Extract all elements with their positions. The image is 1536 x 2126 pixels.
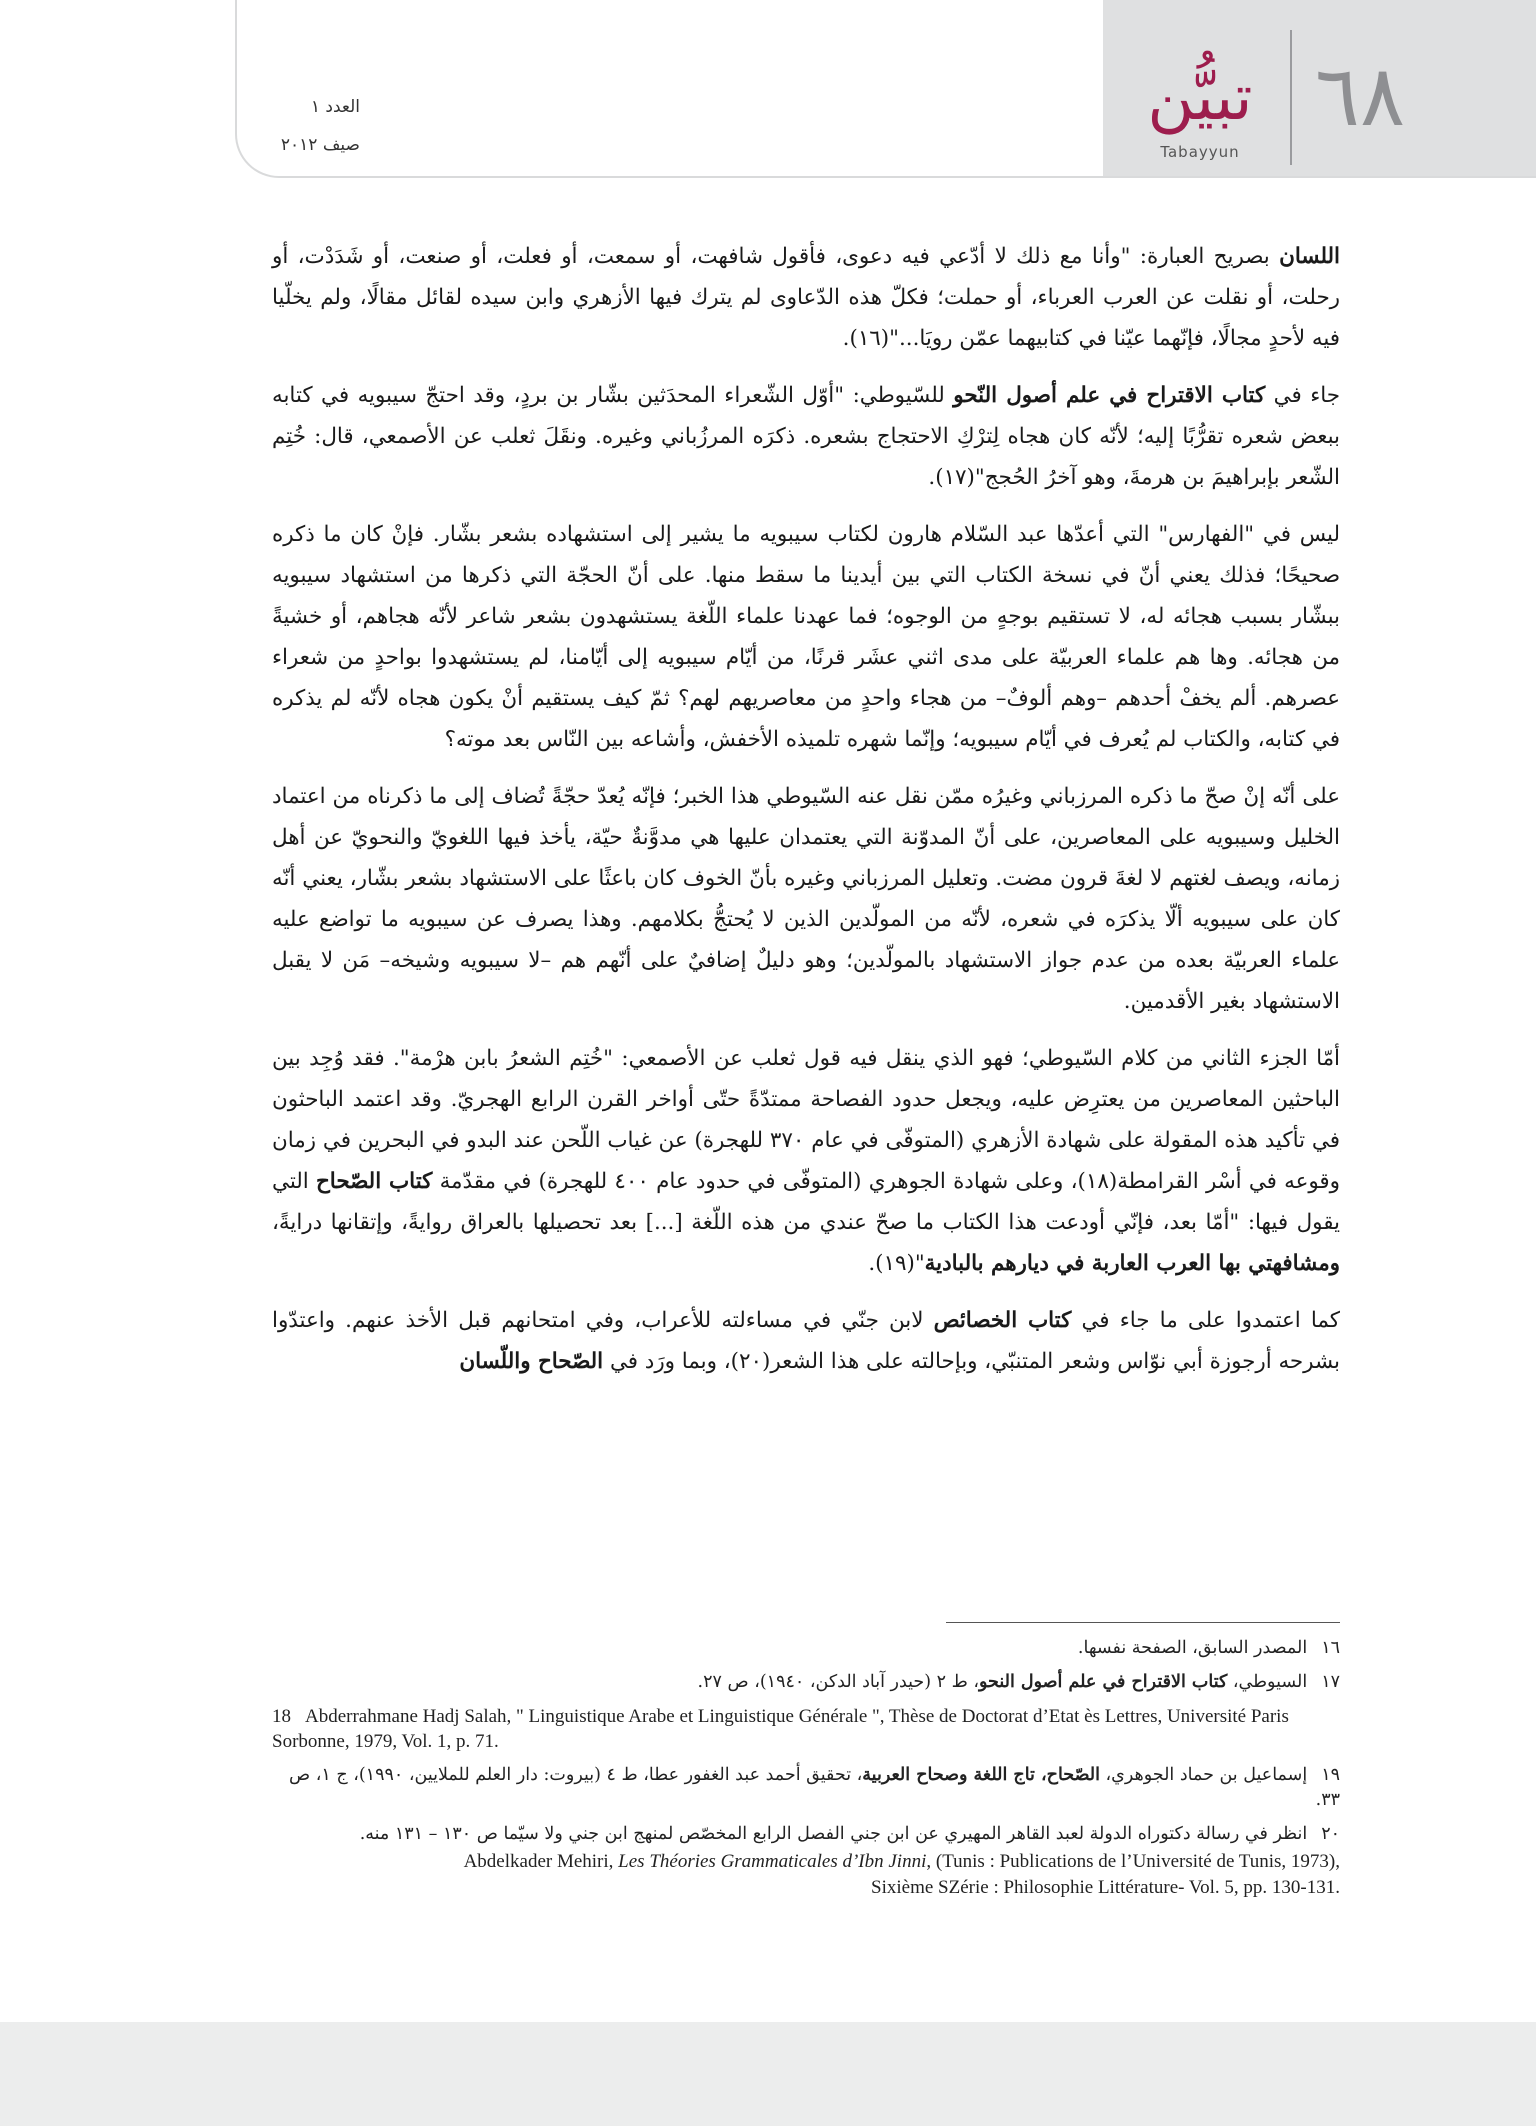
footnote-number: ١٧ bbox=[1321, 1672, 1340, 1692]
paragraph-text: "(١٩). bbox=[868, 1251, 925, 1276]
footnote-16 bbox=[272, 1636, 1340, 1661]
footnote-text: السيوطي، bbox=[1227, 1672, 1308, 1692]
footnote-19 bbox=[272, 1763, 1340, 1813]
book-title: كتاب الاقتراح في علم أصول النّحو bbox=[953, 383, 1266, 408]
article-body bbox=[272, 236, 1340, 1398]
issue-info bbox=[240, 88, 360, 164]
footnote-text: ، تحقيق أحمد عبد الغفور عطا، ط ٤ (بيروت: دار العلم للملايين، ١٩٩٠)، ج ١، ص ٣٣. bbox=[288, 1765, 1340, 1810]
paragraph-text: أمّا الجزء الثاني من كلام السّيوطي؛ فهو الذي ينقل فيه قول ثعلب عن الأصمعي: "خُتِم الشعرُ بابن هرْمة". فقد وُجِد بين الباحثين المعاصرين من يعترِض عليه، ويجعل حدود الفصاحة ممتدّةً حتّى أواخر القرن الرابع الهجريّ. وقد اعتمد الباحثون في تأكيد هذه المقولة على شهادة الأزهري (المتوفّى في عام ٣٧٠ للهجرة) عن غياب اللّحن عند البدو في البحرين في زمان وقوعه في أسْر القرامطة(١٨)، وعلى شهادة الجوهري (المتوفّى في حدود عام ٤٠٠ للهجرة) في مقدّمة bbox=[272, 1046, 1340, 1194]
paragraph-6 bbox=[272, 1300, 1340, 1382]
page-number: ٦٨ bbox=[1314, 47, 1406, 145]
footnote-text: المصدر السابق، الصفحة نفسها. bbox=[1077, 1638, 1308, 1658]
footnote-text: Abdelkader Mehiri, bbox=[463, 1851, 619, 1872]
paragraph-text: جاء في bbox=[1265, 383, 1341, 408]
footnote-text: إسماعيل بن حماد الجوهري، bbox=[1099, 1765, 1308, 1785]
footnote-20-latin-line-1 bbox=[272, 1849, 1340, 1875]
footnote-divider bbox=[946, 1622, 1340, 1623]
bold-term: اللسان bbox=[1279, 244, 1340, 269]
issue-season: صيف ٢٠١٢ bbox=[280, 135, 360, 155]
footnote-20-latin-line-2: Sixième SZérie : Philosophie Littérature- Vol. 5, pp. 130-131. bbox=[871, 1877, 1340, 1898]
footnote-number: 18 bbox=[272, 1706, 291, 1727]
footnote-book-title: كتاب الاقتراح في علم أصول النحو bbox=[979, 1672, 1228, 1692]
paragraph-4 bbox=[272, 776, 1340, 1022]
footnote-text: انظر في رسالة دكتوراه الدولة لعبد القاهر المهيري عن ابن جني الفصل الرابع المخصّص لمنهج ابن جني ولا سيّما ص ١٣٠ – ١٣١ منه. bbox=[359, 1824, 1308, 1844]
footnote-18 bbox=[272, 1704, 1340, 1754]
bottom-band bbox=[0, 2022, 1536, 2126]
book-title: كتاب الخصائص bbox=[933, 1308, 1072, 1333]
paragraph-text: كما اعتمدوا على ما جاء في bbox=[1071, 1308, 1340, 1333]
bold-quote: ومشافهتي بها العرب العاربة في ديارهم بالبادية bbox=[924, 1251, 1340, 1276]
footnotes bbox=[272, 1636, 1340, 1901]
tabayyun-logo bbox=[1120, 62, 1280, 162]
book-title: كتاب الصّحاح bbox=[316, 1169, 433, 1194]
logo-arabic-text: تبيُّن bbox=[1147, 61, 1253, 135]
footnote-number: ١٩ bbox=[1321, 1765, 1340, 1785]
paragraph-text: التي يقول فيها: "أمّا بعد، فإنّي أودعت هذا الكتاب ما صحّ عندي من هذه اللّغة [...] بعد تحصيلها بالعراق روايةً، وإتقانها درايةً، bbox=[272, 1169, 1340, 1235]
footnote-number: ٢٠ bbox=[1321, 1824, 1340, 1844]
paragraph-3 bbox=[272, 514, 1340, 760]
paragraph-2 bbox=[272, 375, 1340, 498]
footnote-number: ١٦ bbox=[1321, 1638, 1340, 1658]
footnote-17 bbox=[272, 1670, 1340, 1695]
footnote-text: , (Tunis : Publications de l’Université de Tunis, 1973), bbox=[926, 1851, 1340, 1872]
paragraph-1 bbox=[272, 236, 1340, 359]
footnote-text: ، ط ٢ (حيدر آباد الدكن، ١٩٤٠)، ص ٢٧. bbox=[697, 1672, 980, 1692]
book-title: الصّحاح واللّسان bbox=[459, 1349, 604, 1374]
footnote-book-title: Les Théories Grammaticales d’Ibn Jinni bbox=[618, 1851, 927, 1872]
paragraph-text: بصريح العبارة: "وأنا مع ذلك لا أدّعي فيه دعوى، فأقول شافهت، أو سمعت، أو فعلت، أو صنعت، أو شَدَدْت، أو رحلت، أو نقلت عن العرب العرباء، أو حملت؛ فكلّ هذه الدّعاوى لم يترك فيها الأزهري وابن سيده لقائل مقالًا، ولم يخلّيا فيه لأحدٍ مجالًا، فإنّهما عيّنا في كتابيهما عمّن رويَا..."(١٦). bbox=[272, 244, 1340, 351]
footnote-book-title: الصّحاح، تاج اللغة وصحاح العربية bbox=[862, 1765, 1100, 1785]
issue-number: العدد ١ bbox=[310, 97, 360, 117]
footnote-text: Abderrahmane Hadj Salah, " Linguistique Arabe et Linguistique Générale ", Thèse de Doctorat d’Etat ès Lettres, Université Paris Sorbonne, 1979, Vol. 1, p. 71. bbox=[272, 1706, 1289, 1752]
footnote-20 bbox=[272, 1822, 1340, 1847]
paragraph-5 bbox=[272, 1038, 1340, 1284]
paragraph-text: ليس في "الفهارس" التي أعدّها عبد السّلام هارون لكتاب سيبويه ما يشير إلى استشهاده بشعر بشّار. فإنْ كان ما ذكره صحيحًا؛ فذلك يعني أنّ في نسخة الكتاب التي بين أيدينا ما سقط منها. على أنّ الحجّة التي ذكرها من استشهاد سيبويه ببشّار بسبب هجائه له، لا تستقيم بوجهٍ من الوجوه؛ فما عهدنا علماء اللّغة يستشهدون بشعر شاعر لأنّه هجاهم، أو خشيةً من هجائه. وها هم علماء العربيّة على مدى اثني عشَر قرنًا، من أيّام سيبويه إلى أيّامنا، لم يستشهدوا بواحدٍ من شعراء عصرهم. ألم يخفْ أحدهم –وهم ألوفٌ– من هجاء واحدٍ من معاصريهم لهم؟ ثمّ كيف يستقيم أنْ يكون هجاه لأنّه لم يذكره في كتابه، والكتاب لم يُعرف في أيّام سيبويه؛ وإنّما شهره تلميذه الأخفش، وأشاعه بين النّاس بعد موته؟ bbox=[272, 522, 1340, 752]
paragraph-text: للسّيوطي: "أوّل الشّعراء المحدَثين بشّار بن بردٍ، وقد احتجّ سيبويه في كتابه ببعض شعره تقرُّبًا إليه؛ لأنّه كان هجاه لِترْكِ الاحتجاج بشعره. ذكرَه المرزُباني وغيره. ونقَلَ ثعلب عن الأصمعي، قال: خُتِم الشّعر بإبراهيمَ بن هرمةَ، وهو آخرُ الحُجج"(١٧). bbox=[272, 383, 1340, 490]
logo-latin-text: Tabayyun bbox=[1160, 143, 1240, 161]
paragraph-text: على أنّه إنْ صحّ ما ذكره المرزباني وغيرُه ممّن نقل عنه السّيوطي هذا الخبر؛ فإنّه يُعدّ حجّةً تُضاف إلى ما ذكرناه من اعتماد الخليل وسيبويه على المعاصرين، على أنّ المدوّنة التي يعتمدان عليها هي مدوَّنةٌ حيّة، يأخذ فيها اللغويّ والنحويّ عن أهل زمانه، ويصف لغتهم لا لغةَ قرون مضت. وتعليل المرزباني وغيره بأنّ الخوف كان باعثًا على الاستشهاد بشعر بشّار، يعني أنّه كان على سيبويه ألّا يذكرَه في شعره، لأنّه من المولّدين الذين لا يُحتجُّ بكلامهم. وهذا يصرف عن سيبويه ما تواضع عليه علماء العربيّة بعده من عدم جواز الاستشهاد بالمولّدين؛ وهو دليلٌ إضافيٌ على أنّهم هم –لا سيبويه وشيخه– مَن لا يقبل الاستشهاد بغير الأقدمين. bbox=[272, 784, 1340, 1014]
paragraph-text: لابن جنّي في مساءلته للأعراب، وفي امتحانهم قبل الأخذ عنهم. واعتدّوا بشرحه أرجوزة أبي نوّاس وشعر المتنبّي، وبإحالته على هذا الشعر(٢٠)، وبما ورَد في bbox=[272, 1308, 1340, 1374]
header-divider bbox=[1290, 30, 1292, 165]
